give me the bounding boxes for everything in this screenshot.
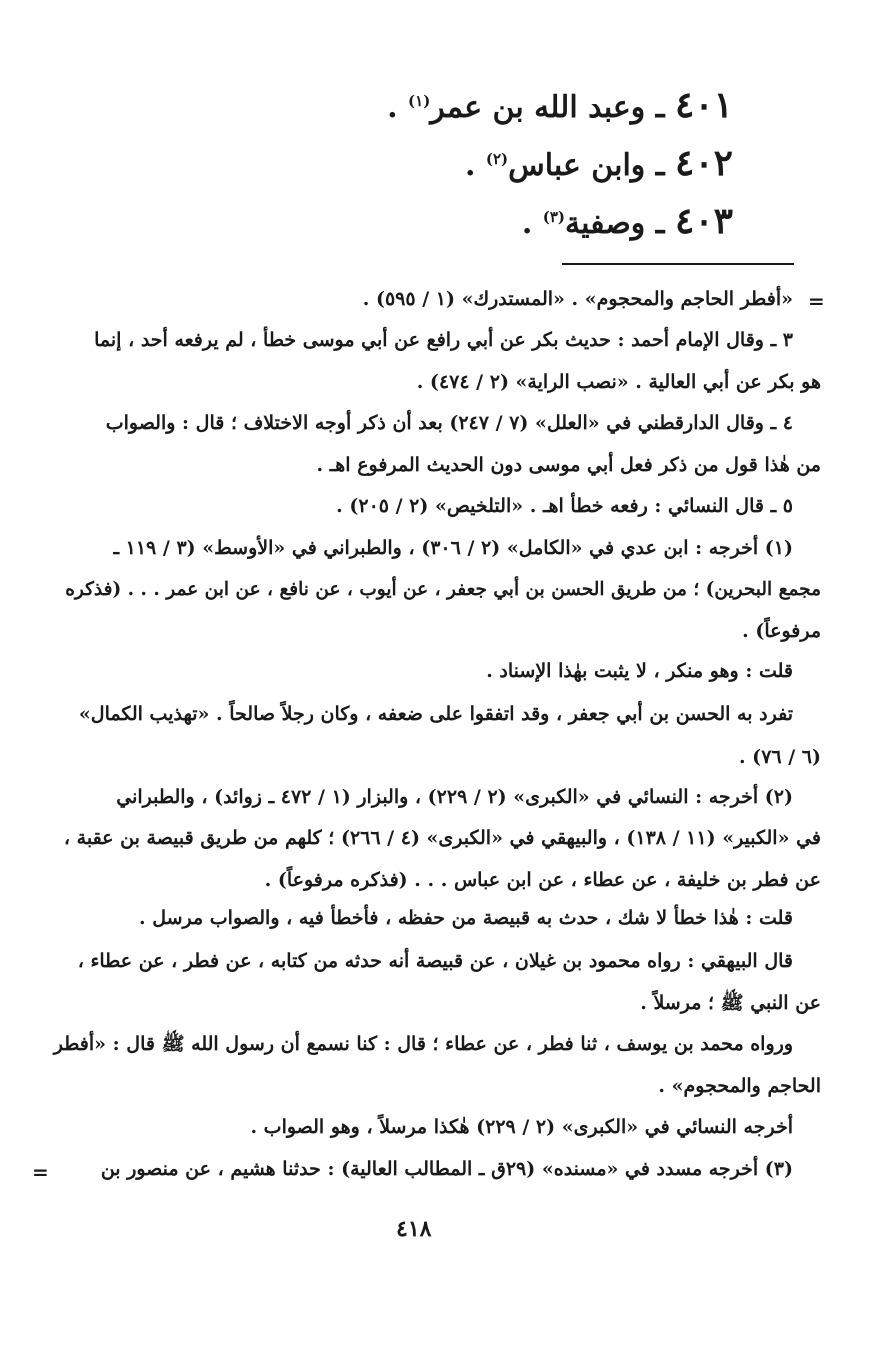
hadith-number: ٤٠١: [674, 84, 733, 126]
footnote-line: ورواه محمد بن يوسف ، ثنا فطر ، عن عطاء ؛ قال : كنا نسمع أن رسول الله ﷺ قال : «أفطر: [53, 1033, 793, 1055]
footnote-line: عن النبي ﷺ ؛ مرسلاً .: [640, 992, 821, 1014]
footnote-line: (٣) أخرجه مسدد في «مسنده» (٢٩ق ـ المطالب العالية) : حدثنا هشيم ، عن منصور بن: [100, 1158, 793, 1180]
hadith-text: ـ وصفية: [565, 206, 665, 241]
footnote-line: في «الكبير» (١١ / ١٣٨) ، والبيهقي في «الكبرى» (٤ / ٢٦٦) ؛ كلهم من طريق قبيصة بن عقبة ،: [63, 827, 821, 849]
footnote-line: (١) أخرجه : ابن عدي في «الكامل» (٢ / ٣٠٦) ، والطبراني في «الأوسط» (٣ / ١١٩ ـ: [113, 537, 793, 559]
hadith-text: ـ وابن عباس: [508, 148, 665, 183]
hadith-number: ٤٠٢: [674, 142, 733, 184]
footnote-ref: (٣): [542, 208, 566, 226]
hadith-403: [522, 200, 733, 242]
footnote-line: الحاجم والمحجوم» .: [658, 1075, 821, 1097]
hadith-401: [387, 84, 733, 126]
footnote-line: قلت : هٰذا خطأ لا شك ، حدث به قبيصة من حفظه ، فأخطأ فيه ، والصواب مرسل .: [138, 907, 793, 929]
continuation-mark-bottom: =: [32, 1160, 49, 1184]
footnote-line: تفرد به الحسن بن أبي جعفر ، وقد اتفقوا على ضعفه ، وكان رجلاً صالحاً . «تهذيب الكمال»: [78, 703, 793, 725]
footnote-line: قلت : وهو منكر ، لا يثبت بهٰذا الإسناد .: [486, 660, 793, 682]
hadith-end: .: [464, 148, 486, 183]
footnote-line: من هٰذا قول من ذكر فعل أبي موسى دون الحديث المرفوع اهـ .: [316, 454, 821, 476]
footnote-line: ٤ ـ وقال الدارقطني في «العلل» (٧ / ٢٤٧) بعد أن ذكر أوجه الاختلاف ؛ قال : والصواب: [105, 412, 793, 434]
hadith-number: ٤٠٣: [674, 200, 733, 242]
footnote-line: هو بكر عن أبي العالية . «نصب الراية» (٢ / ٤٧٤) .: [416, 371, 821, 393]
footnote-ref: (٢): [485, 150, 509, 168]
footnote-line: عن فطر بن خليفة ، عن عطاء ، عن ابن عباس . . . (فذكره مرفوعاً) .: [264, 869, 821, 891]
hadith-end: .: [521, 206, 543, 241]
footnote-line: مرفوعاً) .: [742, 620, 821, 642]
footnote-ref: (١): [408, 92, 431, 110]
footnote-line: (٢) أخرجه : النسائي في «الكبرى» (٢ / ٢٢٩) ، والبزار (١ / ٤٧٢ ـ زوائد) ، والطبراني: [116, 786, 793, 808]
footnote-line: أخرجه النسائي في «الكبرى» (٢ / ٢٢٩) هٰكذا مرسلاً ، وهو الصواب .: [250, 1116, 793, 1138]
continuation-mark-top: =: [808, 289, 825, 313]
footnote-line: «أفطر الحاجم والمحجوم» . «المستدرك» (١ / ٥٩٥) .: [362, 288, 793, 310]
hadith-text: ـ وعبد الله بن عمر: [430, 90, 665, 125]
footnote-divider: [562, 263, 794, 265]
page-number: ٤١٨: [396, 1216, 432, 1242]
footnote-line: مجمع البحرين) ؛ من طريق الحسن بن أبي جعفر ، عن أيوب ، عن نافع ، عن ابن عمر . . . (فذكره: [65, 579, 821, 600]
footnote-line: قال البيهقي : رواه محمود بن غيلان ، عن قبيصة أنه حدثه من كتابه ، عن فطر ، عن عطاء ،: [77, 950, 793, 972]
hadith-end: .: [387, 90, 409, 125]
footnote-line: ٥ ـ قال النسائي : رفعه خطأ اهـ . «التلخيص» (٢ / ٢٠٥) .: [336, 495, 793, 517]
footnote-line: (٦ / ٧٦) .: [738, 746, 821, 768]
footnote-line: ٣ ـ وقال الإمام أحمد : حديث بكر عن أبي رافع عن أبي موسى خطأ ، لم يرفعه أحد ، إنما: [94, 329, 793, 351]
hadith-402: [465, 142, 733, 184]
